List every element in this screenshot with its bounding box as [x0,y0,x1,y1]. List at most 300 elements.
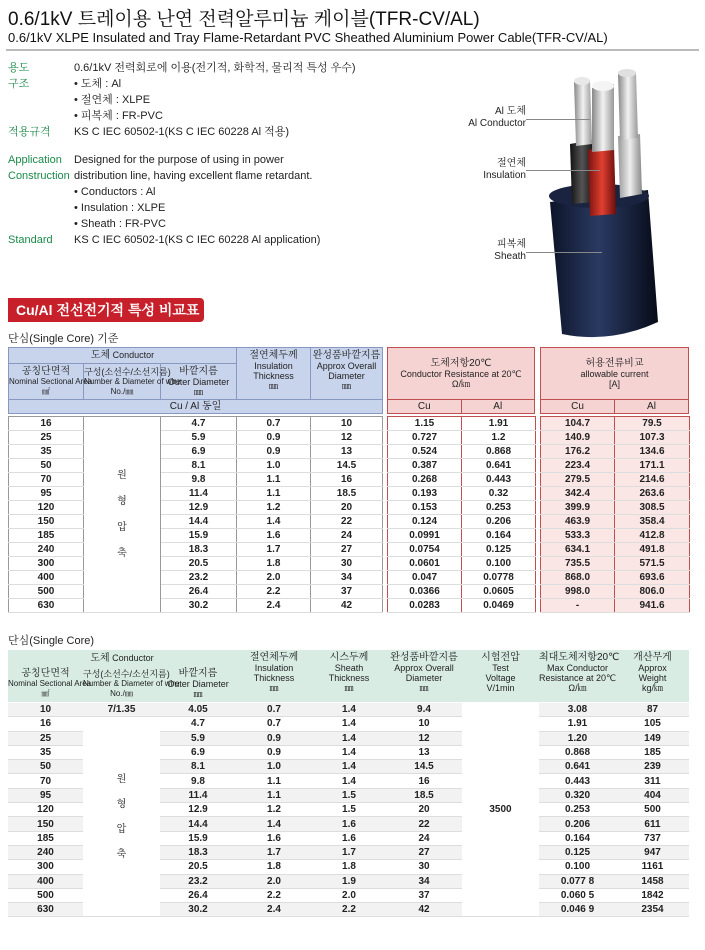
overall-cell: 27 [386,845,462,859]
area-cell: 50 [8,760,83,774]
weight-cell: 311 [616,774,689,788]
table-row [541,543,690,557]
cur-al-cell: 171.1 [615,459,690,473]
caption-sheath-line [526,252,602,253]
insulation-cell: 0.9 [236,731,312,745]
table1-subtitle: 단심(Single Core) 기준 [8,333,119,345]
weight-cell: 737 [616,831,689,845]
area-cell: 120 [8,803,83,817]
info-en: Application Designed for the purpose of using in power Construction distribution line, having excellent flame retardant. • Conductors : Al • Insulation : XLPE • Sheath : FR-PVC Standard KS C IEC 60502-1(KS C IEC 60228 Al application) [8,154,321,246]
sheath-cell: 1.5 [312,788,386,802]
res-cu-cell: 0.727 [388,431,462,445]
table2-subtitle: 단심(Single Core) [8,635,95,647]
table-row [541,599,690,613]
od-cell: 15.9 [161,529,237,543]
table-row [541,501,690,515]
res-cu-cell: 0.0283 [388,599,462,613]
maxres-cell: 0.868 [539,745,616,759]
table-row [9,473,383,487]
od-cell: 5.9 [160,731,236,745]
insulation-cell: 1.2 [237,501,311,515]
table-row [541,557,690,571]
insulation-cell: 1.0 [237,459,311,473]
table-row [9,571,383,585]
table-row [9,487,383,501]
table1-header-blue: 도체 Conductor 절연체두께 Insulation Thickness ㎜ 완성품바깥지름 Approx Overall Diameter ㎜ 공칭단면적 Nominal Sectional Area ㎟ 구성(소선수/소선지름) Number & Diameter of wire No./㎜ 바깥지름 Outer Diameter ㎜ Cu / Al 동일 [8,347,383,414]
cur-al-cell: 107.3 [615,431,690,445]
insulation-cell: 2.2 [236,888,312,902]
area-cell: 35 [9,445,84,459]
table-row [9,515,383,529]
weight-cell: 500 [616,803,689,817]
od-cell: 11.4 [160,788,236,802]
od-cell: 15.9 [160,831,236,845]
maxres-cell: 0.125 [539,845,616,859]
insulation-cell: 0.9 [236,745,312,759]
strand-cell [83,717,160,917]
comparison-banner: Cu/Al 전선전기적 특성 비교표 [8,298,204,322]
cur-cu-cell: 998.0 [541,585,615,599]
caption-conductor-line [526,119,590,120]
table-row [9,529,383,543]
insulation-cell: 1.1 [237,487,311,501]
od-cell: 20.5 [161,557,237,571]
area-cell: 185 [8,831,83,845]
table-row [9,557,383,571]
maxres-cell: 0.320 [539,788,616,802]
overall-cell: 22 [386,817,462,831]
overall-cell: 10 [386,717,462,731]
overall-cell: 24 [386,831,462,845]
insulation-cell: 2.0 [236,874,312,888]
od-cell: 14.4 [160,817,236,831]
table-row [388,445,536,459]
al-conductor-2 [592,84,614,152]
od-cell: 23.2 [160,874,236,888]
maxres-cell: 0.641 [539,760,616,774]
test-voltage-cell: 3500 [462,703,539,917]
res-cu-cell: 0.0754 [388,543,462,557]
insulation-cell: 2.4 [236,903,312,917]
sheath-cell: 1.4 [312,717,386,731]
overall-cell: 27 [311,543,383,557]
area-cell: 150 [9,515,84,529]
od-cell: 23.2 [161,571,237,585]
cur-cu-cell: 399.9 [541,501,615,515]
table-row [388,599,536,613]
table-row [9,417,383,431]
maxres-cell: 1.91 [539,717,616,731]
area-cell: 95 [9,487,84,501]
overall-cell: 18.5 [386,788,462,802]
cur-cu-cell: 463.9 [541,515,615,529]
area-cell: 10 [8,703,83,717]
cur-al-cell: 491.8 [615,543,690,557]
res-al-cell: 0.164 [462,529,536,543]
page-title: 0.6/1kV 트레이용 난연 전력알루미늄 케이블(TFR-CV/AL) [8,9,480,30]
insulation-cell: 1.8 [236,860,312,874]
insulation-cell: 0.7 [236,703,312,717]
info-ko: 용도 0.6/1kV 전력회로에 이용(전기적, 화학적, 물리적 특성 우수) 구조 • 도체 : Al • 절연체 : XLPE • 피복체 : FR-PVC 적용규격 KS C IEC 60502-1(KS C IEC 60228 Al 적용) [8,62,356,138]
overall-cell: 12 [386,731,462,745]
cable-illustration [530,52,700,348]
maxres-cell: 3.08 [539,703,616,717]
table-row [541,431,690,445]
sheath-cell: 1.5 [312,803,386,817]
strand-cell: 7/1.35 [83,703,160,717]
table-row [388,501,536,515]
table-row [541,487,690,501]
res-cu-cell: 0.524 [388,445,462,459]
table-row [388,473,536,487]
area-cell: 70 [8,774,83,788]
maxres-cell: 0.077 8 [539,874,616,888]
title-divider [6,49,699,51]
insulation-cell: 1.1 [236,774,312,788]
vertical-char: 형 [116,798,127,810]
weight-cell: 239 [616,760,689,774]
maxres-cell: 0.443 [539,774,616,788]
table-row [541,529,690,543]
table-row [9,501,383,515]
weight-cell: 185 [616,745,689,759]
area-cell: 35 [8,745,83,759]
table-row [388,529,536,543]
res-al-cell: 0.253 [462,501,536,515]
overall-cell: 34 [386,874,462,888]
insulation-cell: 2.2 [237,585,311,599]
area-cell: 16 [9,417,84,431]
overall-cell: 10 [311,417,383,431]
sheath-cell: 1.6 [312,817,386,831]
cur-al-cell: 412.8 [615,529,690,543]
weight-cell: 947 [616,845,689,859]
vertical-char: 압 [117,522,127,533]
vertical-char: 형 [117,496,127,507]
vertical-char: 축 [117,548,127,559]
od-cell: 8.1 [160,760,236,774]
maxres-cell: 0.046 9 [539,903,616,917]
overall-cell: 20 [311,501,383,515]
overall-cell: 13 [311,445,383,459]
area-cell: 630 [9,599,84,613]
cur-cu-cell: 868.0 [541,571,615,585]
res-cu-cell: 0.268 [388,473,462,487]
table-row [541,417,690,431]
cur-cu-cell: 176.2 [541,445,615,459]
insulation-cell: 1.6 [237,529,311,543]
sheath-cell: 1.6 [312,831,386,845]
area-cell: 400 [8,874,83,888]
table-row [388,459,536,473]
table-row [388,487,536,501]
area-cell: 300 [8,860,83,874]
res-al-cell: 1.2 [462,431,536,445]
insulation-cell: 1.8 [237,557,311,571]
strand-cell [84,417,161,613]
area-cell: 240 [8,845,83,859]
cur-al-cell: 79.5 [615,417,690,431]
res-al-cell: 0.125 [462,543,536,557]
sheath-cell: 1.7 [312,845,386,859]
insulation-cell: 1.1 [237,473,311,487]
insulation-cell: 1.2 [236,803,312,817]
caption-conductor: Al 도체 Al Conductor [468,106,526,129]
insulation-cell: 1.7 [237,543,311,557]
weight-cell: 2354 [616,903,689,917]
res-cu-cell: 0.0991 [388,529,462,543]
weight-cell: 404 [616,788,689,802]
cur-al-cell: 358.4 [615,515,690,529]
res-al-cell: 0.0469 [462,599,536,613]
od-cell: 9.8 [160,774,236,788]
table-row [541,459,690,473]
maxres-cell: 1.20 [539,731,616,745]
caption-insulation: 절연체 Insulation [483,158,526,181]
overall-cell: 18.5 [311,487,383,501]
sheath-cell: 1.4 [312,703,386,717]
table-row [9,543,383,557]
cur-cu-cell: 634.1 [541,543,615,557]
weight-cell: 87 [616,703,689,717]
overall-cell: 13 [386,745,462,759]
table-row [9,585,383,599]
weight-cell: 1842 [616,888,689,902]
weight-cell: 611 [616,817,689,831]
vertical-char: 압 [116,823,127,835]
od-cell: 5.9 [161,431,237,445]
od-cell: 26.4 [160,888,236,902]
cur-al-cell: 214.6 [615,473,690,487]
od-cell: 30.2 [161,599,237,613]
table-row [541,473,690,487]
overall-cell: 37 [386,888,462,902]
area-cell: 120 [9,501,84,515]
table-row [541,585,690,599]
red-core [588,146,616,216]
table-row [388,543,536,557]
overall-cell: 14.5 [311,459,383,473]
od-cell: 6.9 [161,445,237,459]
od-cell: 12.9 [161,501,237,515]
table-row [388,571,536,585]
res-cu-cell: 0.047 [388,571,462,585]
area-cell: 300 [9,557,84,571]
sheath-cell: 1.9 [312,874,386,888]
area-cell: 25 [8,731,83,745]
sheath-cell: 1.4 [312,745,386,759]
res-al-cell: 0.32 [462,487,536,501]
caption-sheath: 피복체 Sheath [494,239,526,262]
area-cell: 185 [9,529,84,543]
table2-body [8,703,689,917]
table-row [9,431,383,445]
vertical-char: 축 [116,848,127,860]
res-al-cell: 0.0605 [462,585,536,599]
maxres-cell: 0.100 [539,860,616,874]
area-cell: 500 [9,585,84,599]
res-al-cell: 0.641 [462,459,536,473]
cur-al-cell: 263.6 [615,487,690,501]
table-row [8,703,689,717]
grey-core [618,134,642,198]
cur-al-cell: 571.5 [615,557,690,571]
table2-header: 도체 Conductor 절연체두께 Insulation Thickness ㎜ 시스두께 Sheath Thickness ㎜ 완성품바깥지름 Approx Overall Diameter ㎜ 시험전압 Test Voltage V/1min 최대도체저항20℃ Max Conductor Resistance at 20℃ Ω/㎞ 개산무게 Approx Weight kg/㎞ 공칭단면적 Nominal Sectional Area ㎟ 구성(소선수/소선지름) Number & Diameter of wire No./㎜ 바깥지름 Outer Diameter ㎜ [8,650,689,702]
sheath-cell: 2.2 [312,903,386,917]
cur-cu-cell: 104.7 [541,417,615,431]
overall-cell: 42 [386,903,462,917]
cur-cu-cell: 279.5 [541,473,615,487]
insulation-cell: 1.7 [236,845,312,859]
overall-cell: 16 [386,774,462,788]
insulation-cell: 0.7 [236,717,312,731]
od-cell: 18.3 [160,845,236,859]
overall-cell: 16 [311,473,383,487]
cur-cu-cell: 735.5 [541,557,615,571]
res-cu-cell: 0.0601 [388,557,462,571]
maxres-cell: 0.206 [539,817,616,831]
insulation-cell: 0.7 [237,417,311,431]
res-al-cell: 0.206 [462,515,536,529]
sheath-cell: 1.4 [312,760,386,774]
overall-cell: 9.4 [386,703,462,717]
cur-cu-cell: 223.4 [541,459,615,473]
overall-cell: 14.5 [386,760,462,774]
res-al-cell: 0.443 [462,473,536,487]
table-row [541,515,690,529]
res-al-cell: 0.0778 [462,571,536,585]
al-conductor-1 [574,80,592,146]
overall-cell: 42 [311,599,383,613]
overall-cell: 30 [386,860,462,874]
overall-cell: 12 [311,431,383,445]
maxres-cell: 0.253 [539,803,616,817]
cur-al-cell: 693.6 [615,571,690,585]
od-cell: 26.4 [161,585,237,599]
table-row [388,557,536,571]
insulation-cell: 1.4 [236,817,312,831]
od-cell: 30.2 [160,903,236,917]
table1-body-dimensions [8,416,383,613]
weight-cell: 1458 [616,874,689,888]
table1-body-resistance [387,416,536,613]
area-cell: 50 [9,459,84,473]
od-cell: 9.8 [161,473,237,487]
vertical-char: 원 [116,773,127,785]
od-cell: 8.1 [161,459,237,473]
weight-cell: 149 [616,731,689,745]
table-row [541,571,690,585]
table-row [388,515,536,529]
od-cell: 4.05 [160,703,236,717]
vertical-char: 원 [117,470,127,481]
area-cell: 400 [9,571,84,585]
res-cu-cell: 0.153 [388,501,462,515]
area-cell: 630 [8,903,83,917]
od-cell: 14.4 [161,515,237,529]
cur-al-cell: 806.0 [615,585,690,599]
od-cell: 12.9 [160,803,236,817]
insulation-cell: 1.0 [236,760,312,774]
al-conductor-3 [618,72,638,140]
table-row [388,585,536,599]
table-row [388,431,536,445]
table-row [8,717,689,731]
insulation-cell: 1.1 [236,788,312,802]
sheath-cell: 1.4 [312,774,386,788]
insulation-cell: 2.0 [237,571,311,585]
area-cell: 240 [9,543,84,557]
table-row [541,445,690,459]
cur-al-cell: 134.6 [615,445,690,459]
od-cell: 4.7 [161,417,237,431]
od-cell: 18.3 [161,543,237,557]
res-cu-cell: 1.15 [388,417,462,431]
cur-cu-cell: 533.3 [541,529,615,543]
table1-body-current [540,416,690,613]
insulation-cell: 2.4 [237,599,311,613]
area-cell: 70 [9,473,84,487]
od-cell: 11.4 [161,487,237,501]
overall-cell: 22 [311,515,383,529]
overall-cell: 24 [311,529,383,543]
res-al-cell: 0.868 [462,445,536,459]
table1-header-current: 허용전류비교 allowable current [A] Cu Al [540,347,689,414]
cur-cu-cell: - [541,599,615,613]
weight-cell: 105 [616,717,689,731]
res-cu-cell: 0.193 [388,487,462,501]
res-cu-cell: 0.0366 [388,585,462,599]
cur-al-cell: 308.5 [615,501,690,515]
overall-cell: 20 [386,803,462,817]
insulation-cell: 1.4 [237,515,311,529]
area-cell: 95 [8,788,83,802]
res-cu-cell: 0.124 [388,515,462,529]
maxres-cell: 0.060 5 [539,888,616,902]
sheath-cell: 1.8 [312,860,386,874]
sheath-cell: 1.4 [312,731,386,745]
weight-cell: 1161 [616,860,689,874]
table-row [388,417,536,431]
maxres-cell: 0.164 [539,831,616,845]
insulation-cell: 0.9 [237,445,311,459]
caption-insulation-line [526,170,600,171]
insulation-cell: 1.6 [236,831,312,845]
overall-cell: 34 [311,571,383,585]
res-al-cell: 1.91 [462,417,536,431]
area-cell: 25 [9,431,84,445]
overall-cell: 30 [311,557,383,571]
table1-header-resistance: 도체저항20℃ Conductor Resistance at 20℃ Ω/㎞ Cu Al [387,347,535,414]
od-cell: 4.7 [160,717,236,731]
od-cell: 20.5 [160,860,236,874]
insulation-cell: 0.9 [237,431,311,445]
table-row [9,445,383,459]
area-cell: 150 [8,817,83,831]
area-cell: 16 [8,717,83,731]
od-cell: 6.9 [160,745,236,759]
table-row [9,459,383,473]
sheath-cell: 2.0 [312,888,386,902]
res-cu-cell: 0.387 [388,459,462,473]
overall-cell: 37 [311,585,383,599]
area-cell: 500 [8,888,83,902]
cur-al-cell: 941.6 [615,599,690,613]
cur-cu-cell: 342.4 [541,487,615,501]
table-row [9,599,383,613]
res-al-cell: 0.100 [462,557,536,571]
cur-cu-cell: 140.9 [541,431,615,445]
